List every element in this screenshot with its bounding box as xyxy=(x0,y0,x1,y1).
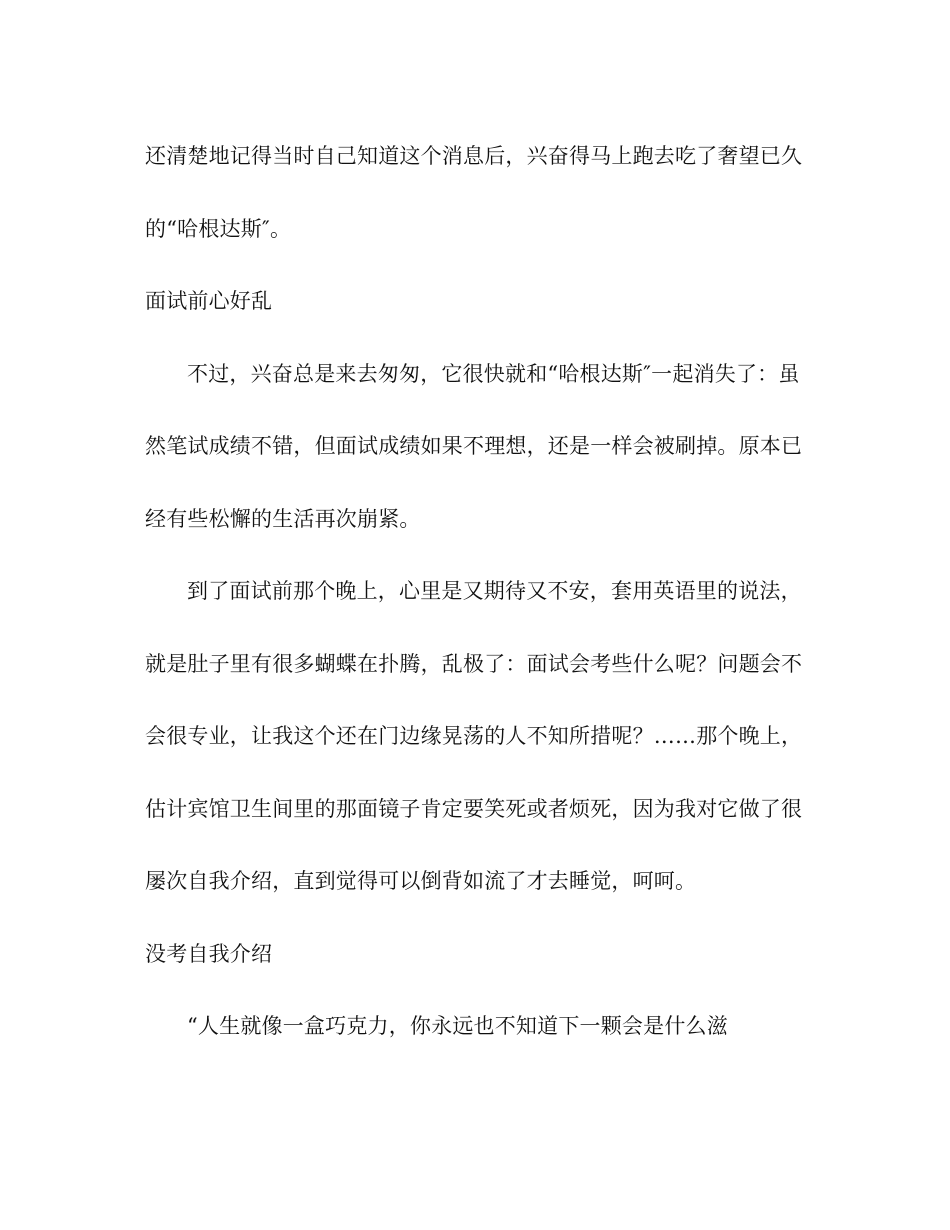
paragraph-excitement-fades: 不过，兴奋总是来去匆匆，它很快就和“哈根达斯″一起消失了：虽然笔试成绩不错，但面试成绩如果不理想，还是一样会被刷掉。原本已经有些松懈的生活再次崩紧。 xyxy=(145,361,803,531)
section-heading-no-self-intro: 没考自我介绍 xyxy=(145,941,273,966)
paragraph-night-before-interview: 到了面试前那个晚上，心里是又期待又不安，套用英语里的说法，就是肚子里有很多蝴蝶在扑腾，乱极了：面试会考些什么呢？问题会不会很专业，让我这个还在门边缘晃荡的人不知所措呢？……那个晚上，估计宾馆卫生间里的那面镜子肯定要笑死或者烦死，因为我对它做了很屡次自我介绍，直到觉得可以倒背如流了才去睡觉，呵呵。 xyxy=(145,579,803,893)
paragraph-haagen-dazs: 还清楚地记得当时自己知道这个消息后，兴奋得马上跑去吃了奢望已久的“哈根达斯″。 xyxy=(145,144,803,241)
section-heading-interview-nerves: 面试前心好乱 xyxy=(145,289,273,313)
paragraph-chocolate-quote: “人生就像一盒巧克力，你永远也不知道下一颗会是什么滋 xyxy=(187,1014,728,1038)
document-body xyxy=(145,120,805,1063)
